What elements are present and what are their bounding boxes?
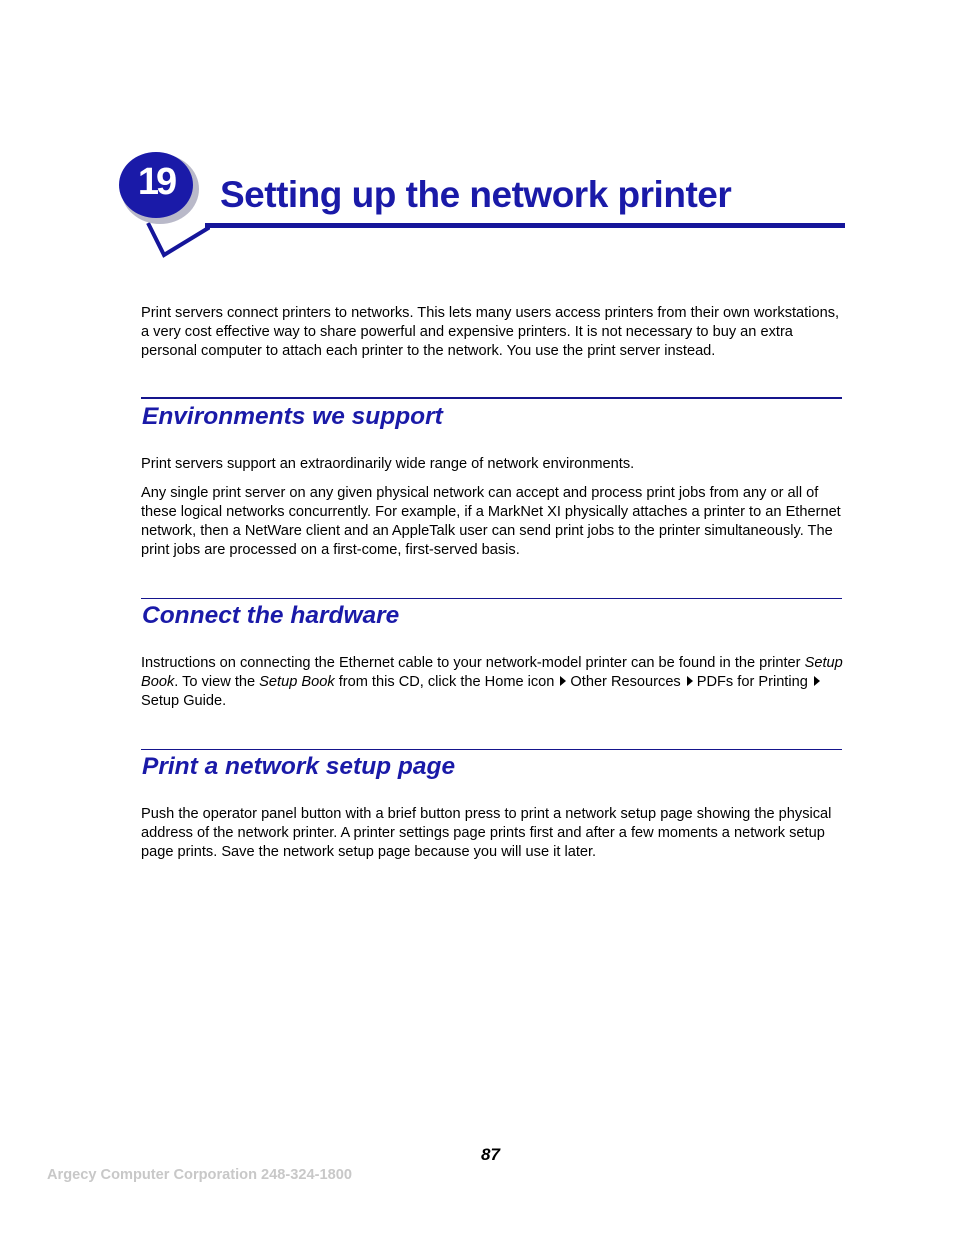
environments-paragraph-2: Any single print server on any given physical network can accept and process print jobs from any or all of these logical networks concurrently. For example, if a MarkNet XI physically attaches a printer to an Ethernet network, then a NetWare client and an AppleTalk user can send print jobs to the printer simultaneously. The print jobs are processed on a first-come, first-served basis. (141, 485, 841, 558)
section-heading-print-setup-page: Print a network setup page (142, 753, 456, 780)
setup-book-title: Setup Book (259, 674, 335, 690)
breadcrumb-other-resources: Other Resources (570, 674, 681, 690)
section-divider (141, 749, 842, 750)
section-divider (141, 598, 842, 599)
breadcrumb-arrow-icon (560, 676, 566, 686)
chapter-number: 19 (137, 161, 175, 203)
breadcrumb-arrow-icon (814, 676, 820, 686)
breadcrumb-arrow-icon (687, 676, 693, 686)
section-divider (141, 397, 842, 399)
page-number: 87 (481, 1145, 500, 1164)
print-setup-page-paragraph: Push the operator panel button with a brief button press to print a network setup page showing the physical address of the network printer. A printer settings page prints first and after a few moments a network setup page prints. Save the network setup page because you will use it later. (141, 806, 832, 860)
environments-paragraph-1: Print servers support an extraordinarily wide range of network environments. (141, 456, 635, 472)
title-rule (205, 223, 845, 228)
connect-hardware-paragraph: Instructions on connecting the Ethernet cable to your network-model printer can be found in the printer Setup Book. To view the Setup Book from this CD, click the Home icon Other Resources PDFs for PrintingSetup Guide. (141, 655, 843, 709)
section-heading-environments: Environments we support (142, 403, 443, 430)
breadcrumb-pdfs-for-printing: PDFs for Printing (696, 674, 808, 690)
setup-book-title: Setup Book (141, 655, 843, 690)
intro-paragraph: Print servers connect printers to networks. This lets many users access printers from their own workstations, a very cost effective way to share powerful and expensive printers. It is not necessary to buy an extra personal computer to attach each printer to the network. You use the print server instead. (141, 305, 840, 359)
breadcrumb-setup-guide: Setup Guide. (141, 693, 227, 709)
footer-watermark: Argecy Computer Corporation 248-324-1800 (47, 1167, 352, 1183)
chapter-title: Setting up the network printer (220, 174, 732, 215)
section-heading-connect-hardware: Connect the hardware (142, 602, 400, 629)
chapter-number-badge (118, 148, 210, 260)
